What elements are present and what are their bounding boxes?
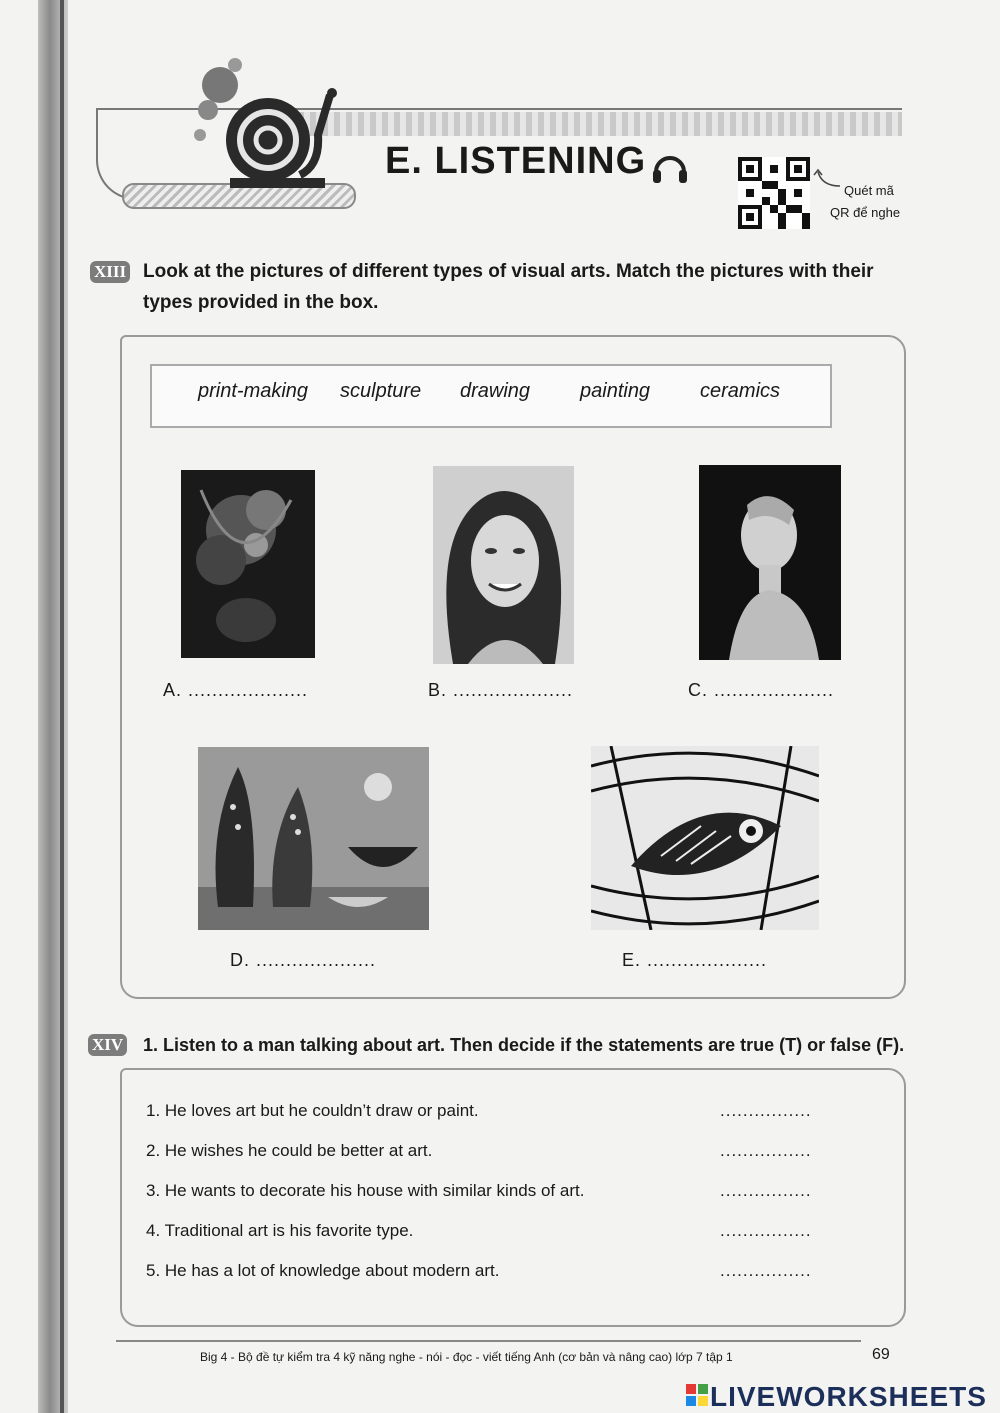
section14-instruction: 1. Listen to a man talking about art. Then decide if the statements are true (T) or false (F). [143,1035,905,1055]
statement-1: 1. He loves art but he couldn’t draw or paint. [146,1101,479,1120]
answer-c[interactable]: C. .................... [688,680,835,700]
answer-b[interactable]: B. .................... [428,680,574,700]
snail-icon [190,55,340,195]
liveworksheets-logo-icon [686,1384,708,1406]
footer-text: Big 4 - Bộ đề tự kiểm tra 4 kỹ năng nghe - nói - đọc - viết tiếng Anh (cơ bản và nâng cao) lớp 7 tập 1 [200,1350,733,1364]
picture-d-ceramic-vases [198,747,429,930]
statement-5: 5. He has a lot of knowledge about modern art. [146,1261,500,1280]
statement-4: 4. Traditional art is his favorite type. [146,1221,414,1240]
section-badge-14: XIV [88,1034,127,1056]
answer-a[interactable]: A. .................... [163,680,309,700]
picture-b-portrait-drawing [433,466,574,664]
answer-blank-2[interactable]: ................ [720,1141,812,1160]
liveworksheets-brand[interactable]: LIVEWORKSHEETS [710,1381,987,1412]
page-binding [38,0,68,1413]
word-option: print-making [198,380,309,402]
word-option: sculpture [340,380,422,402]
answer-blank-5[interactable]: ................ [720,1261,812,1280]
answer-e[interactable]: E. .................... [622,950,768,970]
answer-blank-1[interactable]: ................ [720,1101,812,1120]
picture-c-sculpture-bust [699,465,841,660]
footer-divider [116,1340,861,1342]
section-title: E. LISTENING [385,140,647,182]
statement-3: 3. He wants to decorate his house with similar kinds of art. [146,1181,585,1200]
statement-2: 2. He wishes he could be better at art. [146,1141,433,1160]
qr-label-line2: QR để nghe [830,205,901,220]
section-badge-13: XIII [90,261,130,283]
headphone-icon [650,148,690,188]
word-option: ceramics [700,380,781,402]
qr-code-icon[interactable] [738,157,810,229]
word-option: drawing [460,380,531,402]
answer-d[interactable]: D. .................... [230,950,377,970]
page-number: 69 [872,1346,890,1363]
picture-e-fish-print [591,746,819,930]
section13-instruction [143,256,913,318]
picture-a-abstract-painting [181,470,315,658]
answer-blank-4[interactable]: ................ [720,1221,812,1240]
qr-label [830,180,910,224]
word-option: painting [580,380,651,402]
answer-blank-3[interactable]: ................ [720,1181,812,1200]
section13-instruction-line2: types provided in the box. [143,292,379,313]
qr-label-line1: Quét mã [844,183,894,198]
section13-instruction-line1: Look at the pictures of different types of visual arts. Match the pictures with their [143,261,874,282]
